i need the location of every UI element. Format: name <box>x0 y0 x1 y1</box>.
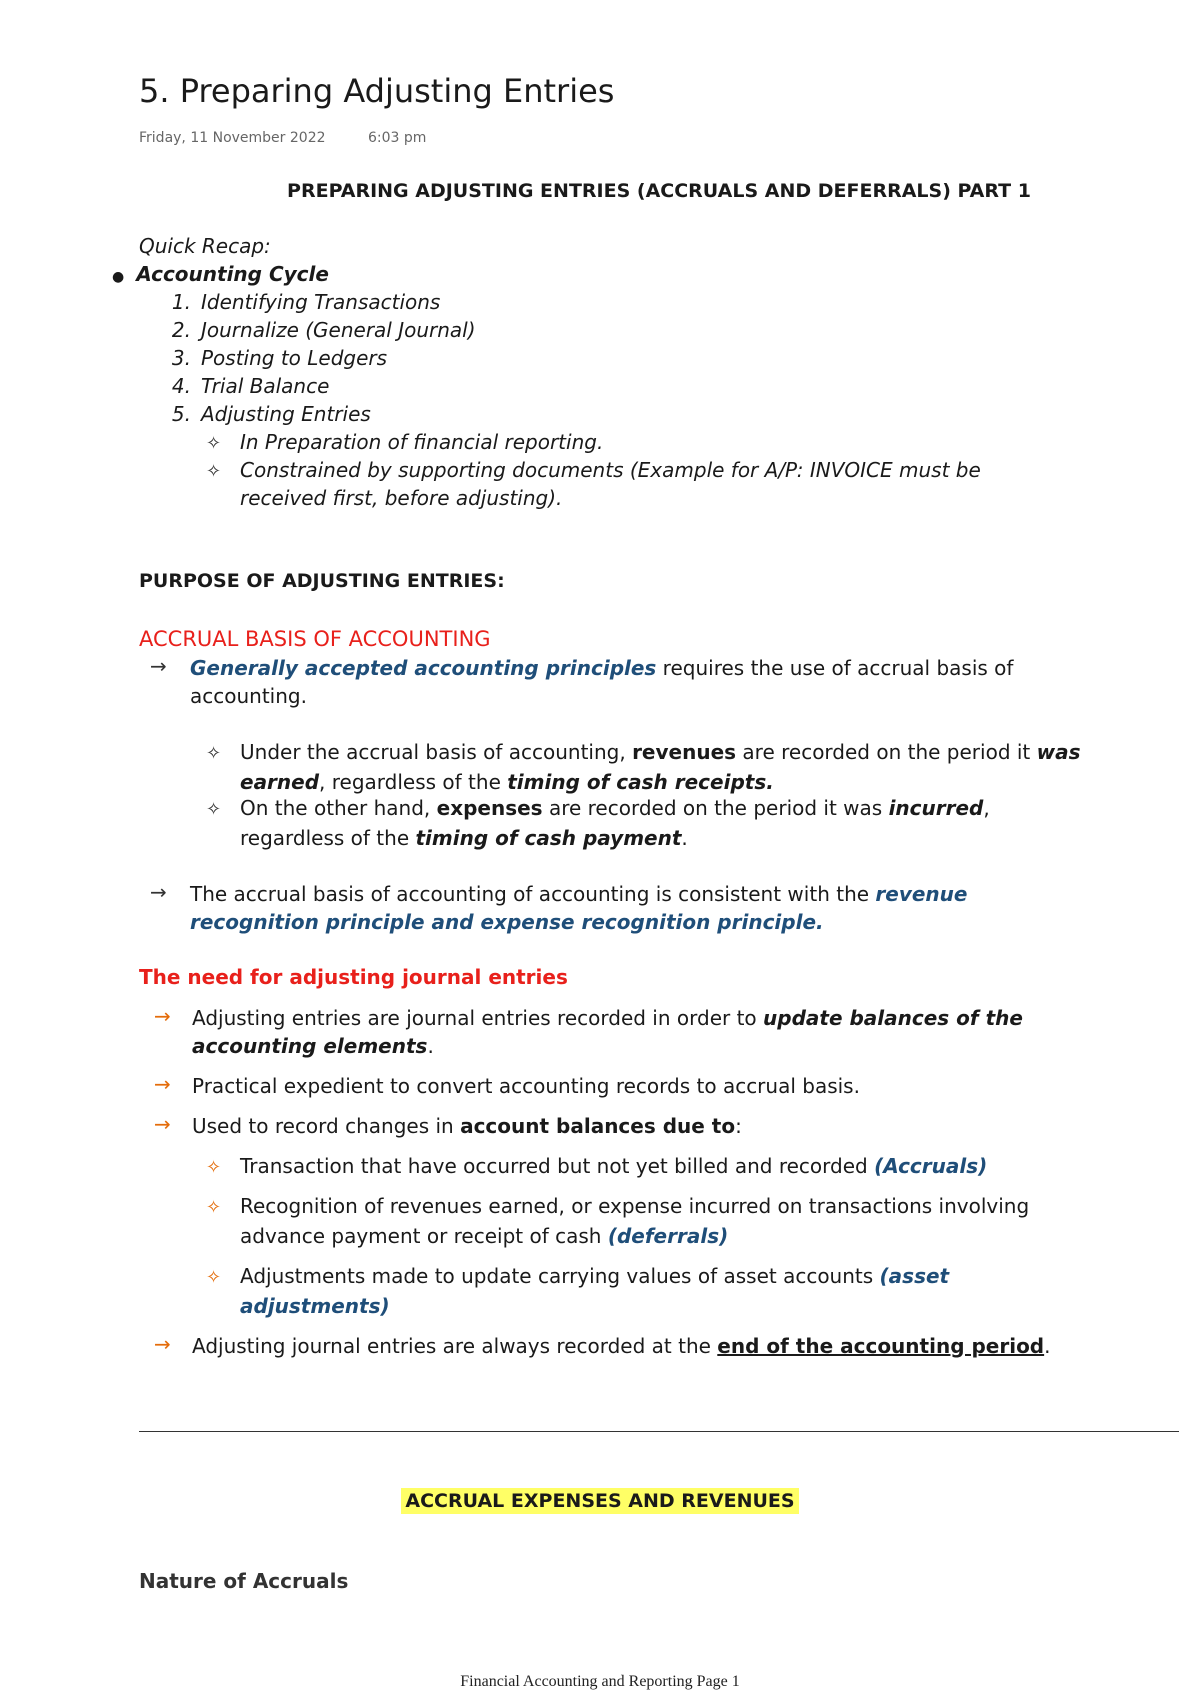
right-arrow-icon: → <box>154 1112 171 1136</box>
purpose-heading: PURPOSE OF ADJUSTING ENTRIES: <box>139 570 505 592</box>
diamond-bullet-icon: ✧ <box>206 1197 222 1218</box>
nature-of-accruals: Nature of Accruals <box>139 1569 349 1593</box>
recap-subitem-cont: received first, before adjusting). <box>240 486 563 510</box>
cycle-step: 2. Journalize (General Journal) <box>171 318 476 342</box>
accounting-cycle-label: Accounting Cycle <box>136 262 329 286</box>
page-footer: Financial Accounting and Reporting Page 1 <box>460 1673 740 1690</box>
need-bullet-2: Practical expedient to convert accounting records to accrual basis. <box>192 1074 860 1098</box>
cycle-step: 4. Trial Balance <box>171 374 330 398</box>
diamond-bullet-icon: ✧ <box>206 461 222 482</box>
right-arrow-icon: → <box>154 1072 171 1096</box>
need-bullet-4: Adjusting journal entries are always recorded at the end of the accounting period. <box>192 1334 1051 1358</box>
diamond-bullet-icon: ✧ <box>206 799 222 820</box>
accrual-paragraph-1: Generally accepted accounting principles requires the use of accrual basis of accounting. <box>190 656 1014 708</box>
right-arrow-icon: → <box>154 1004 171 1028</box>
accrual-basis-heading: ACCRUAL BASIS OF ACCOUNTING <box>139 627 491 651</box>
recap-subitem: ✧ In Preparation of financial reporting. <box>206 428 603 458</box>
cycle-step: 3. Posting to Ledgers <box>171 346 388 370</box>
page-date: Friday, 11 November 2022 <box>139 130 326 146</box>
cycle-step: 5. Adjusting Entries <box>171 402 371 426</box>
need-bullet-1: Adjusting entries are journal entries recorded in order to update balances of the accounting elements. <box>192 1006 1023 1058</box>
recap-subitem: ✧ Constrained by supporting documents (Example for A/P: INVOICE must be <box>206 456 981 486</box>
accruals-item: ✧ Transaction that have occurred but not yet billed and recorded (Accruals) <box>206 1152 987 1182</box>
need-bullet-3: Used to record changes in account balances due to: <box>192 1114 742 1138</box>
document-heading: PREPARING ADJUSTING ENTRIES (ACCRUALS AND DEFERRALS) PART 1 <box>287 180 1031 202</box>
bullet-dot-icon: ● <box>112 269 125 285</box>
accrual-expenses-item: ✧ On the other hand, expenses are recorded on the period it was incurred, regardless of the timing of cash payment. <box>206 796 990 850</box>
right-arrow-icon: → <box>150 880 167 904</box>
asset-adjustments-item: ✧ Adjustments made to update carrying values of asset accounts (asset adjustments) <box>206 1264 950 1318</box>
diamond-bullet-icon: ✧ <box>206 433 222 454</box>
deferrals-item: ✧ Recognition of revenues earned, or expense incurred on transactions involving advance payment or receipt of cash (deferrals) <box>206 1194 1030 1248</box>
page-meta <box>139 130 426 146</box>
diamond-bullet-icon: ✧ <box>206 743 222 764</box>
recap-label: Quick Recap: <box>139 234 271 258</box>
diamond-bullet-icon: ✧ <box>206 1157 222 1178</box>
page-title: 5. Preparing Adjusting Entries <box>139 72 615 110</box>
accrual-section-heading: ACCRUAL EXPENSES AND REVENUES <box>401 1488 798 1514</box>
cycle-step: 1. Identifying Transactions <box>171 290 441 314</box>
accrual-revenues-item: ✧ Under the accrual basis of accounting, revenues are recorded on the period it was earned, regardless of the timing of cash receipts. <box>206 740 1081 794</box>
page-time: 6:03 pm <box>367 130 427 146</box>
right-arrow-icon: → <box>154 1332 171 1356</box>
accrual-paragraph-2: The accrual basis of accounting of accounting is consistent with the revenue recognition principle and expense recognition principle. <box>190 882 968 934</box>
accrual-section-heading-wrap <box>0 1490 1200 1512</box>
section-divider <box>139 1431 1179 1432</box>
diamond-bullet-icon: ✧ <box>206 1267 222 1288</box>
recap-bullet <box>112 260 329 291</box>
right-arrow-icon: → <box>150 654 167 678</box>
need-heading: The need for adjusting journal entries <box>139 965 568 989</box>
